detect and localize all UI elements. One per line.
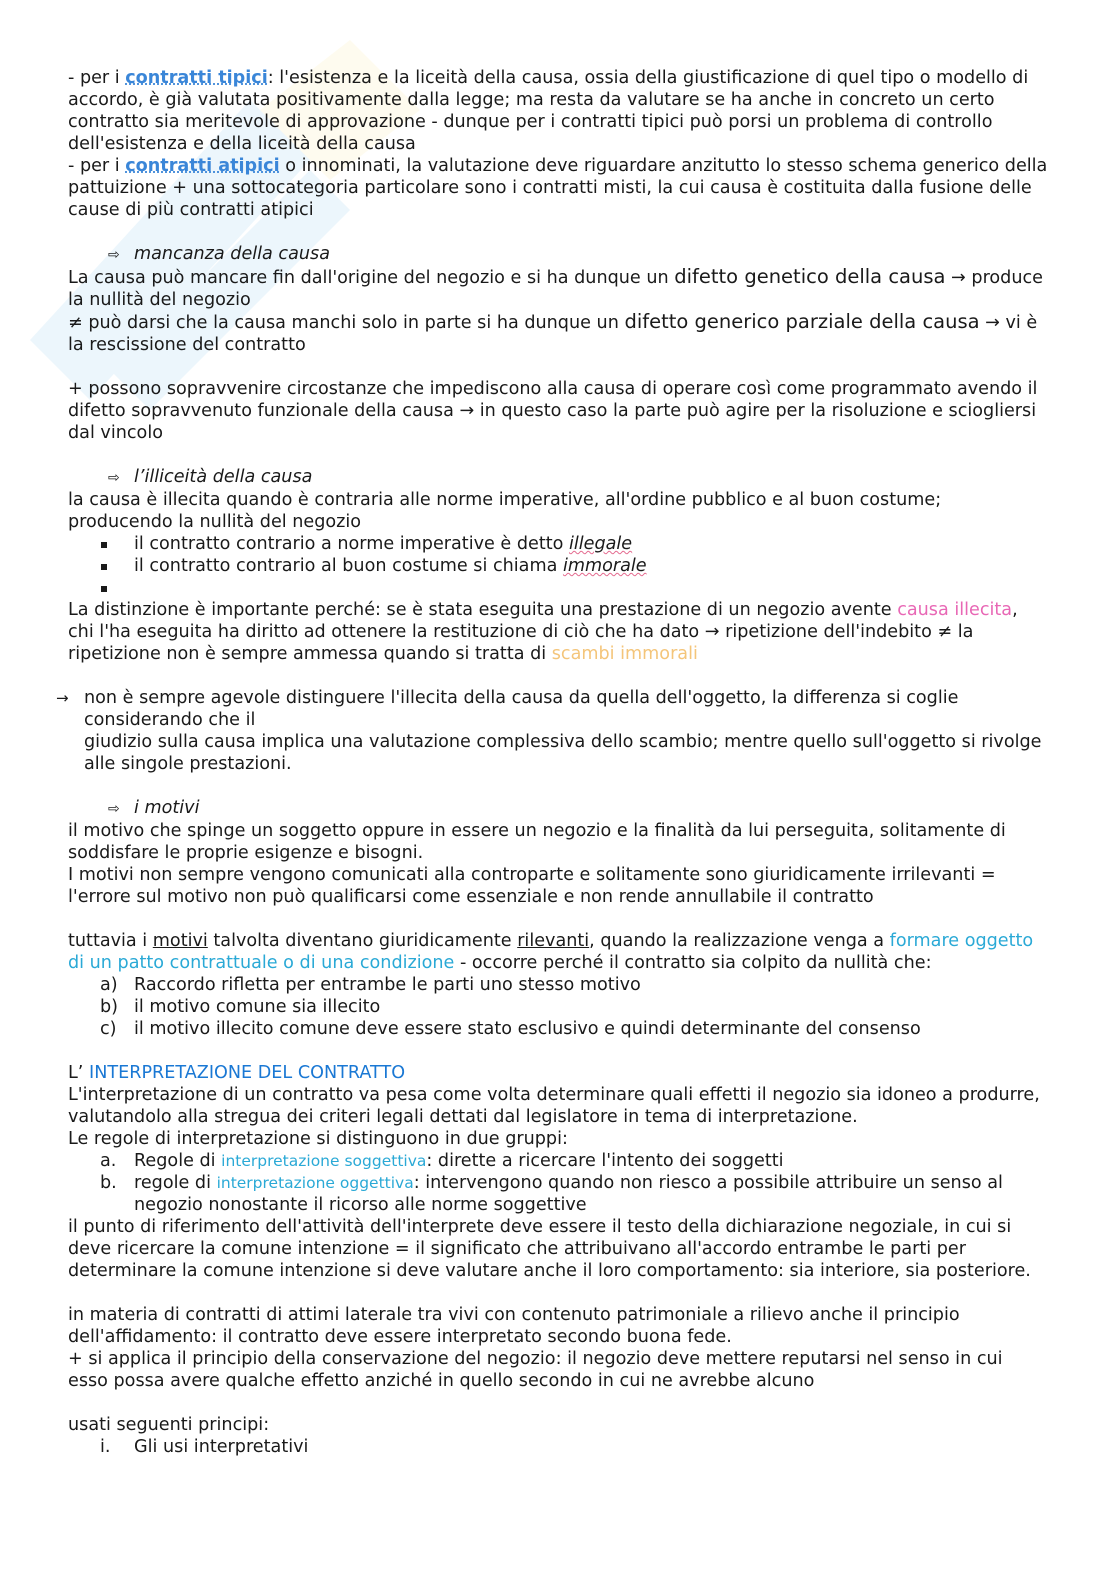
paragraph-motivi-irrilevanti: I motivi non sempre vengono comunicati alla controparte e solitamente sono giuridicamente irrilevanti = l'errore sul motivo non può qualificarsi come essenziale e non rende annullabile il contratto [68, 865, 996, 907]
paragraph-difetto-genetico [68, 266, 1048, 311]
text: : l'esistenza e la liceità della causa, ossia della giustificazione di quel tipo o modello di accordo, è già valutata positivamente dalla legge; ma resta da valutare se ha anche in concreto un certo contratto sia meritevole di approvazione - dunque per i contratti tipici può porsi un problema di controllo dell'esistenza e della liceità della causa [68, 68, 1029, 154]
text: → produce la nullità del negozio [68, 268, 1043, 310]
list-label: b. [100, 1173, 117, 1193]
list-label: a. [100, 1151, 117, 1171]
hollow-arrow-icon: ⇨ [108, 247, 120, 263]
text: : dirette a ricercare l'intento dei soggetti [426, 1151, 784, 1171]
list-item [68, 974, 1048, 996]
paragraph-distinzione [68, 599, 1048, 665]
text: Regole di [134, 1151, 222, 1171]
paragraph-difetto-parziale [68, 311, 1048, 356]
list-label: b) [100, 997, 119, 1017]
text: non è sempre agevole distinguere l'illecita della causa da quella dell'oggetto, la differenza si coglie considerando che il [84, 688, 959, 730]
text: giudizio sulla causa implica una valutazione complessiva dello scambio; mentre quello sull'oggetto si rivolge alle singole prestazioni. [84, 732, 1042, 774]
heading-mancanza-causa [68, 243, 1048, 266]
link-contratti-atipici[interactable]: contratti atipici [125, 156, 280, 176]
text: o innominati, la valutazione deve riguardare anzitutto lo stesso schema generico della pattuizione + una sottocategoria particolare sono i contratti misti, la cui causa è costituita dalla fusione delle cause di più contratti atipici [68, 156, 1048, 220]
paragraph-contratti-tipici [68, 67, 1048, 155]
highlight-causa-illecita: causa illecita [897, 600, 1013, 620]
highlight-scambi-immorali: scambi immorali [551, 644, 698, 664]
text: il motivo illecito comune deve essere stato esclusivo e quindi determinante del consenso [134, 1019, 921, 1039]
heading-text: i motivi [134, 798, 200, 818]
paragraph-affidamento: in materia di contratti di attimi laterale tra vivi con contenuto patrimoniale a rilievo anche il principio dell'affidamento: il contratto deve essere interpretato secondo buona fede. [68, 1305, 960, 1347]
paragraph-principi: usati seguenti principi: [68, 1415, 270, 1435]
ordered-list-regole [68, 1150, 1048, 1216]
text: talvolta diventano giuridicamente [207, 931, 518, 951]
right-arrow-icon: → [56, 689, 69, 707]
text: , quando la realizzazione venga a [589, 931, 890, 951]
section-title: INTERPRETAZIONE DEL CONTRATTO [89, 1063, 406, 1083]
heading-text: l’illiceità della causa [134, 467, 313, 487]
text: L’ [68, 1063, 89, 1083]
term-oggettiva: interpretazione oggettiva [216, 1174, 414, 1192]
list-item [68, 1436, 1048, 1458]
underlined-text: rilevanti [517, 931, 590, 951]
paragraph-regole: Le regole di interpretazione si distinguono in due gruppi: [68, 1129, 568, 1149]
text: - per i [68, 68, 126, 88]
text: Gli usi interpretativi [134, 1437, 309, 1457]
term-immorale: immorale [562, 556, 647, 576]
bullet-list [68, 533, 1048, 599]
text: il contratto contrario al buon costume si chiama [134, 556, 563, 576]
text: La distinzione è importante perché: se è stata eseguita una prestazione di un negozio avente [68, 600, 898, 620]
term-illegale: illegale [568, 534, 633, 554]
ordered-list-motivi [68, 974, 1048, 1040]
document-page [56, 67, 1048, 1458]
heading-text: mancanza della causa [134, 244, 330, 264]
hollow-arrow-icon: ⇨ [108, 801, 120, 817]
hollow-arrow-icon: ⇨ [108, 470, 120, 486]
text: : intervengono quando non riesco a possibile attribuire un senso al negozio nonostante il ricorso alle norme soggettive [134, 1173, 1003, 1215]
text: il contratto contrario a norme imperative è detto [134, 534, 569, 554]
list-item-empty [68, 577, 1048, 599]
paragraph-sopravvenuto: + possono sopravvenire circostanze che impediscono alla causa di operare così come programmato avendo il difetto sopravvenuto funzionale della causa → in questo caso la parte può agire per la risoluzione e sciogliersi dal vincolo [68, 379, 1038, 443]
text: il motivo comune sia illecito [134, 997, 381, 1017]
list-label: a) [100, 975, 118, 995]
list-item [68, 1018, 1048, 1040]
heading-motivi [68, 797, 1048, 820]
ordered-list-principi [68, 1436, 1048, 1458]
text: tuttavia i [68, 931, 153, 951]
list-item [68, 555, 1048, 577]
text: - per i [68, 156, 126, 176]
text: La causa può mancare fin dall'origine del negozio e si ha dunque un [68, 268, 675, 288]
underlined-text: motivi [152, 931, 208, 951]
list-label: i. [100, 1437, 111, 1457]
list-item [68, 1172, 1048, 1216]
paragraph-punto-riferimento: il punto di riferimento dell'attività dell'interprete deve essere il testo della dichiarazione negoziale, in cui si deve ricercare la comune intenzione = il significato che attribuivano all'accordo entrambe le parti per determinare la comune intenzione si deve valutare anche il loro comportamento: sia interiore, sia posteriore. [68, 1217, 1031, 1281]
paragraph-interpretazione: L'interpretazione di un contratto va pesa come volta determinare quali effetti il negozio sia idoneo a produrre, valutandolo alla stregua dei criteri legali dettati dal legislatore in tema di interpretazione. [68, 1085, 1040, 1127]
text: Raccordo rifletta per entrambe le parti uno stesso motivo [134, 975, 641, 995]
list-item [68, 996, 1048, 1018]
heading-illiceita-causa [68, 466, 1048, 489]
list-item [68, 533, 1048, 555]
term-soggettiva: interpretazione soggettiva [221, 1152, 427, 1170]
arrow-note [58, 687, 1048, 775]
text: , chi l'ha eseguita ha diritto ad ottenere la restituzione di ciò che ha dato → ripetizione dell'indebito ≠ la ripetizione non è sempre ammessa quando si tratta di [68, 600, 1018, 664]
text: → vi è la rescissione del contratto [68, 313, 1038, 355]
paragraph-motivi-rilevanti [68, 930, 1048, 974]
emphasis-text: difetto genetico della causa [674, 265, 946, 288]
paragraph-motivo: il motivo che spinge un soggetto oppure in essere un negozio e la finalità da lui perseguita, solitamente di soddisfare le proprie esigenze e bisogni. [68, 821, 1006, 863]
highlight-patto: formare oggetto di un patto contrattuale o di una condizione [68, 931, 1034, 973]
text: ≠ può darsi che la causa manchi solo in parte si ha dunque un [68, 313, 625, 333]
paragraph-causa-illecita: la causa è illecita quando è contraria alle norme imperative, all'ordine pubblico e al buon costume; producendo la nullità del negozio [68, 490, 942, 532]
paragraph-conservazione: + si applica il principio della conservazione del negozio: il negozio deve mettere reputarsi nel senso in cui esso possa avere qualche effetto anziché in quello secondo in cui ne avrebbe alcuno [68, 1349, 1003, 1391]
text: regole di [134, 1173, 217, 1193]
link-contratti-tipici[interactable]: contratti tipici [125, 68, 268, 88]
list-item [68, 1150, 1048, 1172]
section-title-interpretazione [68, 1062, 1048, 1084]
emphasis-text: difetto generico parziale della causa [624, 310, 980, 333]
list-label: c) [100, 1019, 117, 1039]
text: - occorre perché il contratto sia colpito da nullità che: [454, 953, 932, 973]
paragraph-contratti-atipici [68, 155, 1048, 221]
